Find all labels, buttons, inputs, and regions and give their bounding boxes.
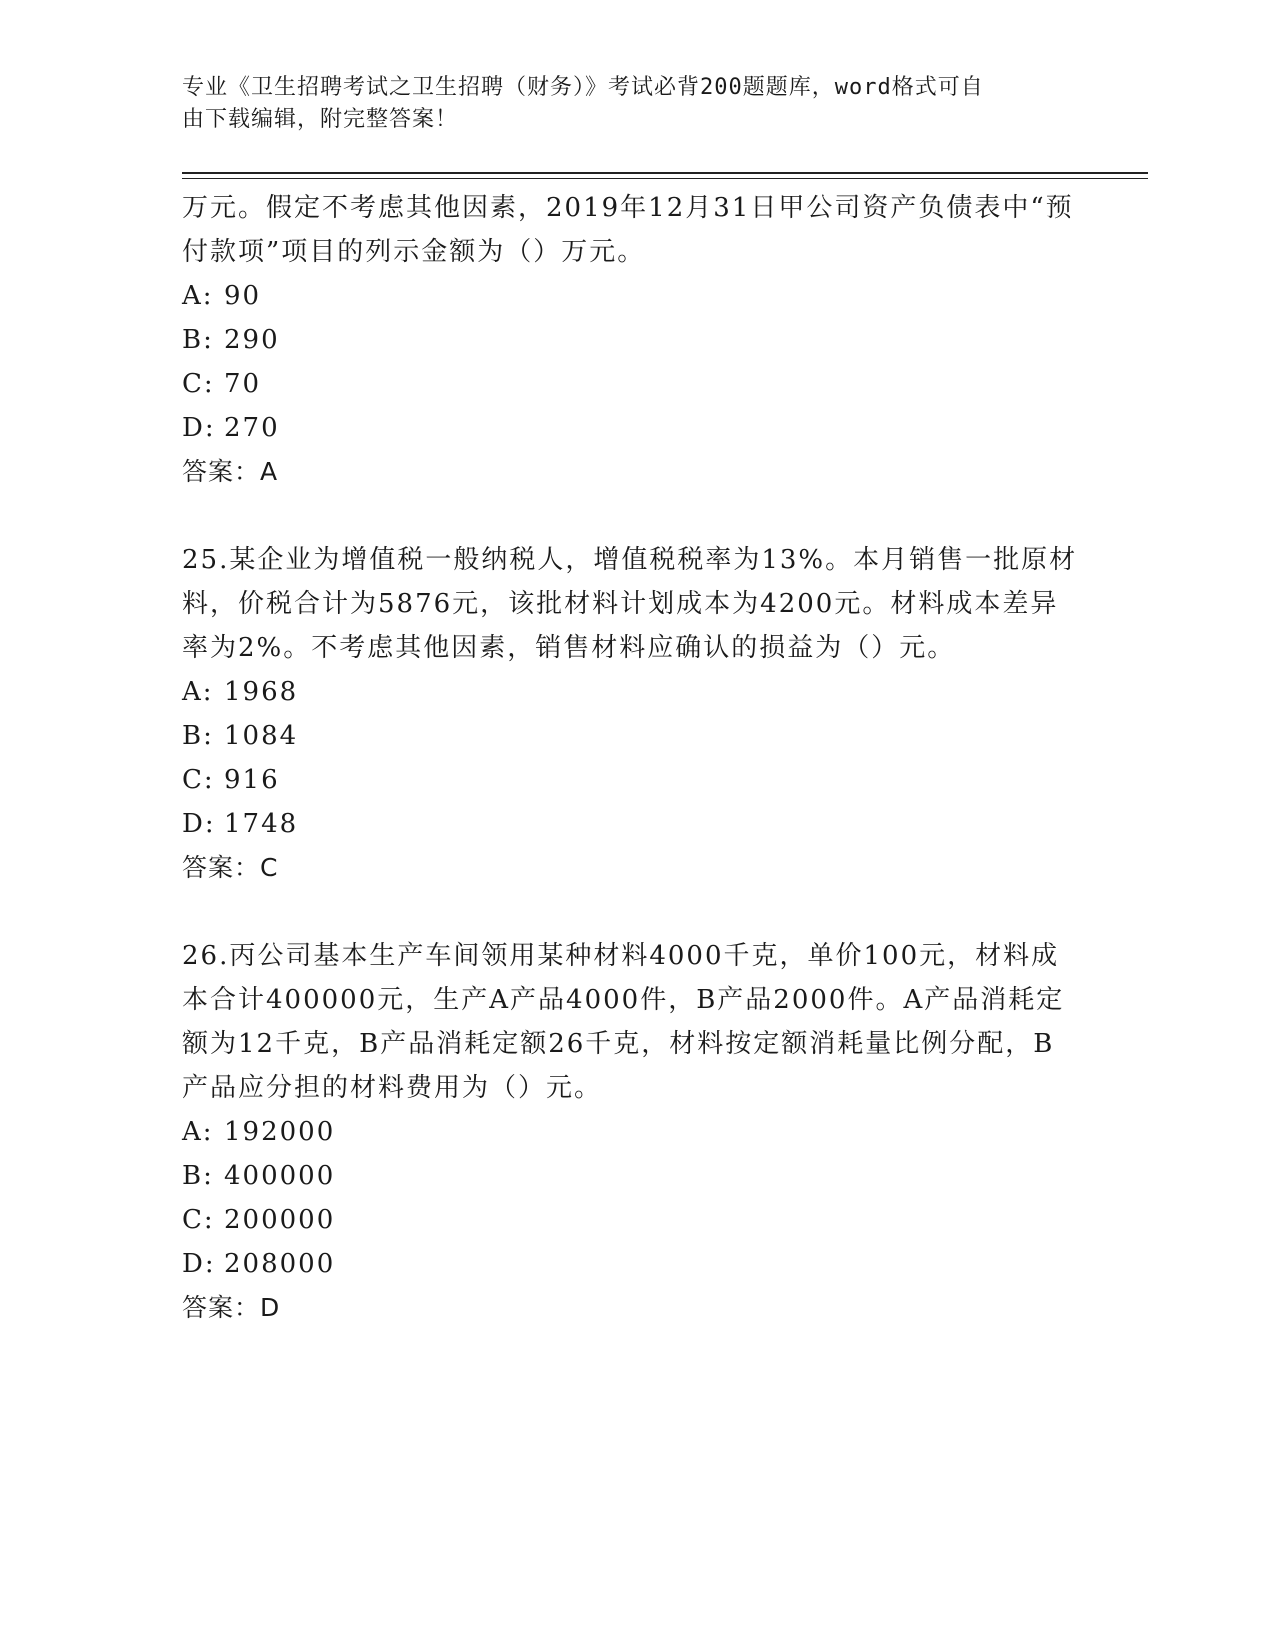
header-divider-thick <box>182 172 1148 174</box>
option-value: 1748 <box>224 809 299 839</box>
answer-line: 答案：C <box>182 853 279 882</box>
option-label: C: <box>182 765 215 795</box>
option-d <box>182 1242 1082 1286</box>
option-label: D: <box>182 413 216 443</box>
question-list <box>182 186 1082 1330</box>
header-line-1: 专业《卫生招聘考试之卫生招聘（财务）》考试必背200题题库，word格式可自 <box>182 75 984 100</box>
option-d <box>182 406 1082 450</box>
option-c <box>182 758 1082 802</box>
question-text: 25.某企业为增值税一般纳税人，增值税税率为13%。本月销售一批原材料，价税合计为5876元，该批材料计划成本为4200元。材料成本差异率为2%。不考虑其他因素，销售材料应确认的损益为（）元。 <box>182 545 1078 663</box>
option-label: C: <box>182 1205 215 1235</box>
option-d <box>182 802 1082 846</box>
option-label: A: <box>182 677 214 707</box>
option-label: B: <box>182 721 214 751</box>
question-block <box>182 934 1082 1330</box>
option-c <box>182 1198 1082 1242</box>
question-text: 26.丙公司基本生产车间领用某种材料4000千克，单价100元，材料成本合计400000元，生产A产品4000件，B产品2000件。A产品消耗定额为12千克，B产品消耗定额26千克，材料按定额消耗量比例分配，B产品应分担的材料费用为（）元。 <box>182 941 1065 1103</box>
option-label: B: <box>182 1161 214 1191</box>
option-b <box>182 1154 1082 1198</box>
option-label: D: <box>182 1249 216 1279</box>
option-value: 1968 <box>224 677 299 707</box>
option-b <box>182 714 1082 758</box>
question-block <box>182 186 1082 494</box>
header-line-2: 由下载编辑，附完整答案！ <box>182 107 459 132</box>
option-value: 200000 <box>224 1205 336 1235</box>
header-divider-thin <box>182 178 1148 179</box>
spacer <box>182 494 1082 538</box>
option-c <box>182 362 1082 406</box>
option-value: 208000 <box>224 1249 336 1279</box>
option-label: A: <box>182 281 214 311</box>
option-a <box>182 670 1082 714</box>
option-label: D: <box>182 809 216 839</box>
option-value: 400000 <box>224 1161 336 1191</box>
spacer <box>182 890 1082 934</box>
option-a <box>182 1110 1082 1154</box>
option-value: 270 <box>224 413 280 443</box>
option-value: 290 <box>224 325 280 355</box>
option-value: 90 <box>224 281 262 311</box>
document-header <box>182 72 1062 136</box>
option-b <box>182 318 1082 362</box>
option-value: 192000 <box>224 1117 336 1147</box>
option-value: 70 <box>224 369 262 399</box>
option-a <box>182 274 1082 318</box>
option-label: C: <box>182 369 215 399</box>
question-block <box>182 538 1082 890</box>
option-value: 1084 <box>224 721 299 751</box>
answer-line: 答案：A <box>182 457 279 486</box>
option-label: A: <box>182 1117 214 1147</box>
answer-line: 答案：D <box>182 1293 281 1322</box>
option-value: 916 <box>224 765 280 795</box>
question-text: 万元。假定不考虑其他因素，2019年12月31日甲公司资产负债表中“预付款项”项目的列示金额为（）万元。 <box>182 193 1074 267</box>
option-label: B: <box>182 325 214 355</box>
